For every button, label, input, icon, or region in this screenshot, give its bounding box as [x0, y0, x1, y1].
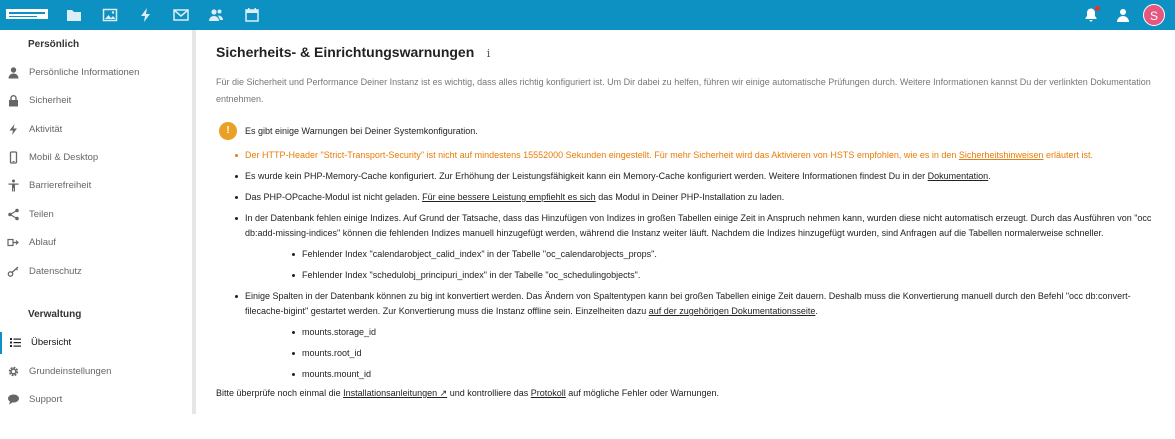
warning-item-memcache — [216, 169, 1161, 184]
sidebar-item-label: Ablauf — [29, 237, 56, 248]
sidebar-item-basic-settings[interactable] — [0, 361, 192, 383]
settings-sidebar — [0, 30, 192, 439]
list-item: mounts.mount_id — [245, 367, 1161, 382]
warning-heading: Es gibt einige Warnungen bei Deiner Systemkonfiguration. — [245, 126, 478, 136]
missing-index-list — [245, 247, 1161, 283]
key-icon — [7, 265, 20, 278]
phone-icon — [7, 151, 20, 164]
share-icon — [7, 208, 20, 221]
info-icon[interactable]: i — [486, 47, 491, 60]
sidebar-item-label: Persönliche Informationen — [29, 67, 140, 78]
top-header — [0, 0, 1175, 30]
warning-item-hsts — [216, 148, 1161, 163]
warning-text: Der HTTP-Header "Strict-Transport-Security" ist nicht auf mindestens 15552000 Sekunden eingestellt. Für mehr Sicherheit wird das Aktivieren von HSTS empfohlen, wie es in den — [245, 150, 959, 160]
calendar-icon[interactable] — [244, 7, 260, 23]
sidebar-item-mobile-desktop[interactable] — [0, 147, 192, 169]
sidebar-item-label: Übersicht — [31, 337, 72, 348]
warning-icon: ! — [219, 122, 237, 140]
warning-item-bigint — [216, 289, 1161, 382]
footer-text: und kontrolliere das — [447, 388, 531, 398]
installation-guide-link[interactable]: Installationsanleitungen ↗ — [343, 388, 448, 398]
sidebar-item-support[interactable] — [0, 389, 192, 411]
warning-text: Das PHP-OPcache-Modul ist nicht geladen. — [245, 192, 423, 202]
list-item: mounts.storage_id — [245, 325, 1161, 340]
lock-icon — [7, 94, 20, 107]
sidebar-item-label: Sicherheit — [29, 95, 72, 106]
bigint-column-list — [245, 325, 1161, 382]
sidebar-item-overview[interactable] — [0, 332, 192, 354]
list-icon — [9, 336, 22, 349]
section-title-admin: Verwaltung — [28, 309, 82, 320]
section-title-personal: Persönlich — [28, 39, 80, 50]
sidebar-item-sharing[interactable] — [0, 204, 192, 226]
sidebar-item-accessibility[interactable] — [0, 175, 192, 197]
page-title: Sicherheits- & Einrichtungswarnungen — [216, 44, 475, 60]
list-item: Fehlender Index "schedulobj_principuri_index" in der Tabelle "oc_schedulingobjects". — [245, 268, 1161, 283]
sidebar-item-label: Mobil & Desktop — [29, 152, 99, 163]
log-link[interactable]: Protokoll — [530, 388, 566, 398]
notification-dot — [1095, 6, 1100, 11]
logo[interactable] — [6, 9, 48, 19]
footer-text: Bitte überprüfe noch einmal die — [216, 388, 344, 398]
sidebar-divider — [192, 30, 196, 414]
sidebar-item-label: Teilen — [29, 209, 54, 220]
documentation-link[interactable]: Dokumentation — [927, 171, 989, 181]
warning-text-tail: erläutert ist. — [1043, 150, 1093, 160]
footer-text: auf mögliche Fehler oder Warnungen. — [565, 388, 720, 398]
sidebar-item-label: Grundeinstellungen — [29, 366, 112, 377]
list-item: Fehlender Index "calendarobject_calid_index" in der Tabelle "oc_calendarobjects_props". — [245, 247, 1161, 262]
main-content — [216, 44, 1161, 399]
sidebar-item-activity[interactable] — [0, 119, 192, 141]
contacts-menu-icon[interactable] — [1115, 7, 1131, 23]
avatar[interactable]: S — [1143, 4, 1165, 26]
warning-item-opcache — [216, 190, 1161, 205]
sidebar-item-flow[interactable] — [0, 232, 192, 254]
warning-text: Einige Spalten in der Datenbank können zu big int konvertiert werden. Das Ändern von Spaltentypen kann bei großen Tabellen einige Zeit dauern. Deshalb muss die Konvertierung manuell durch den Befehl "occ db:convert-filecache-bigint" gestartet werden. Zur Konvertierung muss die Instanz offline sein. Einzelheiten dazu — [245, 291, 1131, 316]
mail-icon[interactable] — [173, 7, 189, 23]
intro-text: Für die Sicherheit und Performance Deiner Instanz ist es wichtig, dass alles richtig konfiguriert ist. Um Dir dabei zu helfen, führen wir einige automatische Prüfungen durch. Weitere Informationen kannst Du der verlinkten Dokumentation entnehmen. — [216, 77, 1151, 104]
activity-icon — [7, 123, 20, 136]
sidebar-item-label: Aktivität — [29, 124, 63, 135]
warning-summary — [216, 122, 1161, 144]
chat-icon — [7, 393, 20, 406]
photos-icon[interactable] — [102, 7, 118, 23]
sidebar-item-privacy[interactable] — [0, 261, 192, 283]
list-item: mounts.root_id — [245, 346, 1161, 361]
notifications-icon[interactable] — [1083, 7, 1099, 23]
sidebar-item-label: Support — [29, 394, 63, 405]
flow-icon — [7, 236, 20, 249]
warning-text: Es wurde kein PHP-Memory-Cache konfiguriert. Zur Erhöhung der Leistungsfähigkeit kann ein Memory-Cache konfiguriert werden. Weitere Informationen findest Du in der — [245, 171, 928, 181]
files-icon[interactable] — [66, 7, 82, 23]
sidebar-item-security[interactable] — [0, 90, 192, 112]
accessibility-icon — [7, 179, 20, 192]
opcache-link[interactable]: Für eine bessere Leistung empfiehlt es sich — [422, 192, 596, 202]
sidebar-item-personal-info[interactable] — [0, 62, 192, 84]
sidebar-item-label: Barrierefreiheit — [29, 180, 92, 191]
warning-text-tail: . — [815, 306, 818, 316]
activity-icon[interactable] — [138, 7, 154, 23]
warning-item-missing-indices — [216, 211, 1161, 283]
security-tips-link[interactable]: Sicherheitshinweisen — [958, 150, 1044, 160]
contacts-icon[interactable] — [208, 7, 224, 23]
warning-text: In der Datenbank fehlen einige Indizes. Auf Grund der Tatsache, dass das Hinzufügen von Indizes in großen Tabellen einige Zeit in Anspruch nehmen kann, wurden diese nicht automatisch erzeugt. Durch das Ausführen von "occ db:add-missing-indices" können die fehlenden Indizes manuell hinzugefügt werden, während die Instanz weiter läuft. Nachdem die Indizes hinzugefügt wurden, sind Anfragen auf die Tabellen normalerweise schneller. — [245, 213, 1152, 238]
sidebar-item-label: Datenschutz — [29, 266, 82, 277]
footer-note — [216, 388, 1161, 399]
warning-text-tail: . — [988, 171, 991, 181]
user-icon — [7, 66, 20, 79]
gear-icon — [7, 365, 20, 378]
warning-list — [216, 148, 1161, 382]
warning-text-tail: das Modul in Deiner PHP-Installation zu laden. — [595, 192, 785, 202]
bigint-docs-link[interactable]: auf der zugehörigen Dokumentationsseite — [648, 306, 816, 316]
